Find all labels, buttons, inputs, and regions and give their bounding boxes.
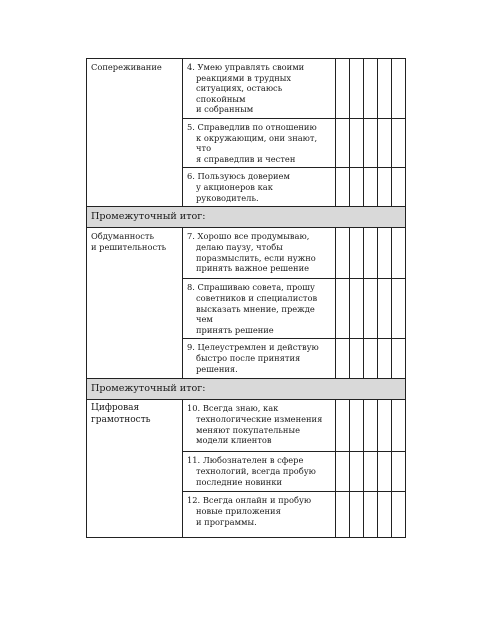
item-text: 8. Спрашиваю совета, прошу советников и специалистов высказать мнение, прежде чем принять решение xyxy=(187,282,318,335)
score-cell-3[interactable] xyxy=(364,59,378,119)
score-cell-2[interactable] xyxy=(350,228,364,279)
score-cell-5[interactable] xyxy=(392,118,406,167)
score-cell-4[interactable] xyxy=(378,339,392,379)
score-cell-5[interactable] xyxy=(392,339,406,379)
score-cell-5[interactable] xyxy=(392,168,406,207)
score-cell-1[interactable] xyxy=(336,279,350,339)
score-cell-3[interactable] xyxy=(364,279,378,339)
score-cell-5[interactable] xyxy=(392,400,406,452)
item-6 xyxy=(183,168,336,207)
subtotal-row xyxy=(87,379,406,400)
score-cell-3[interactable] xyxy=(364,228,378,279)
score-cell-4[interactable] xyxy=(378,279,392,339)
score-cell-5[interactable] xyxy=(392,452,406,492)
score-cell-1[interactable] xyxy=(336,228,350,279)
item-4 xyxy=(183,59,336,119)
score-cell-2[interactable] xyxy=(350,400,364,452)
assessment-table xyxy=(86,58,406,538)
item-7 xyxy=(183,228,336,279)
score-cell-2[interactable] xyxy=(350,59,364,119)
score-cell-4[interactable] xyxy=(378,492,392,538)
score-cell-3[interactable] xyxy=(364,339,378,379)
score-cell-3[interactable] xyxy=(364,400,378,452)
score-cell-4[interactable] xyxy=(378,452,392,492)
score-cell-1[interactable] xyxy=(336,168,350,207)
score-cell-4[interactable] xyxy=(378,228,392,279)
score-cell-5[interactable] xyxy=(392,492,406,538)
score-cell-1[interactable] xyxy=(336,452,350,492)
score-cell-1[interactable] xyxy=(336,59,350,119)
section-name-empathy: Сопереживание xyxy=(87,59,183,207)
item-10 xyxy=(183,400,336,452)
item-5 xyxy=(183,118,336,167)
item-text: 11. Любознателен в сфере технологий, всегда пробую последние новинки xyxy=(187,455,316,487)
item-text: 6. Пользуюсь доверием у акционеров как руководитель. xyxy=(187,171,290,203)
table-row xyxy=(87,228,406,279)
item-text: 4. Умею управлять своими реакциями в трудных ситуациях, остаюсь спокойным и собранным xyxy=(187,62,305,115)
score-cell-3[interactable] xyxy=(364,168,378,207)
table-row xyxy=(87,400,406,452)
score-cell-1[interactable] xyxy=(336,118,350,167)
score-cell-4[interactable] xyxy=(378,59,392,119)
score-cell-2[interactable] xyxy=(350,492,364,538)
score-cell-5[interactable] xyxy=(392,228,406,279)
score-cell-5[interactable] xyxy=(392,59,406,119)
item-12 xyxy=(183,492,336,538)
score-cell-2[interactable] xyxy=(350,279,364,339)
score-cell-3[interactable] xyxy=(364,118,378,167)
item-text: 12. Всегда онлайн и пробую новые приложения и программы. xyxy=(187,495,312,527)
item-text: 7. Хорошо все продумываю, делаю паузу, чтобы поразмыслить, если нужно принять важное решение xyxy=(187,231,316,274)
score-cell-4[interactable] xyxy=(378,168,392,207)
score-cell-1[interactable] xyxy=(336,492,350,538)
score-cell-2[interactable] xyxy=(350,452,364,492)
subtotal-label: Промежуточный итог: xyxy=(87,207,406,228)
score-cell-2[interactable] xyxy=(350,168,364,207)
item-11 xyxy=(183,452,336,492)
table-row xyxy=(87,59,406,119)
score-cell-3[interactable] xyxy=(364,492,378,538)
item-text: 10. Всегда знаю, как технологические изменения меняют покупательные модели клиентов xyxy=(187,403,323,446)
score-cell-3[interactable] xyxy=(364,452,378,492)
item-text: 5. Справедлив по отношению к окружающим, они знают, что я справедлив и честен xyxy=(187,121,318,164)
score-cell-5[interactable] xyxy=(392,279,406,339)
section-name-thoughtfulness: Обдуманность и решительность xyxy=(87,228,183,379)
score-cell-2[interactable] xyxy=(350,118,364,167)
subtotal-label: Промежуточный итог: xyxy=(87,379,406,400)
score-cell-1[interactable] xyxy=(336,400,350,452)
subtotal-row xyxy=(87,207,406,228)
score-cell-2[interactable] xyxy=(350,339,364,379)
score-cell-4[interactable] xyxy=(378,400,392,452)
score-cell-1[interactable] xyxy=(336,339,350,379)
score-cell-4[interactable] xyxy=(378,118,392,167)
item-8 xyxy=(183,279,336,339)
item-text: 9. Целеустремлен и действую быстро после принятия решения. xyxy=(187,342,319,374)
section-name-digital-literacy: Цифровая грамотность xyxy=(87,400,183,538)
item-9 xyxy=(183,339,336,379)
